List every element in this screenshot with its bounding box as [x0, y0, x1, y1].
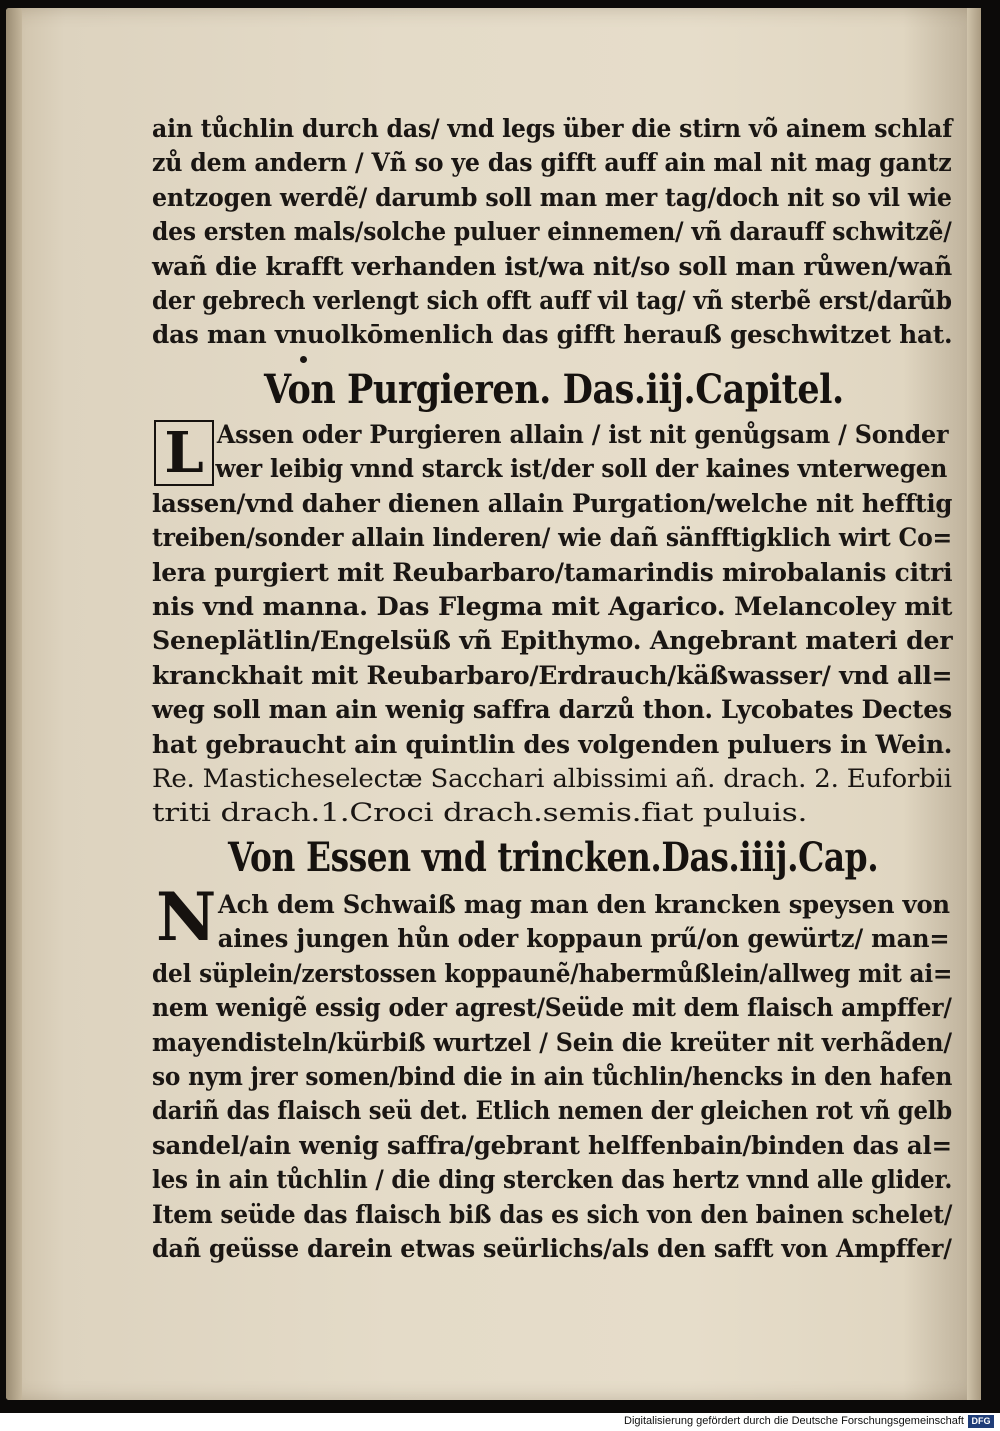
section-1-text — [152, 112, 952, 353]
text-line: entzogen werdẽ/ darumb soll man mer tag/doch nit so vil wie — [152, 182, 952, 212]
text-line: kranckhait mit Reubarbaro/Erdrauch/käßwasser/ vnd all= — [152, 660, 953, 690]
page-spine-shadow — [6, 8, 22, 1400]
text-line: zů dem andern / Vñ so ye das gifft auff ain mal nit mag gantz — [152, 148, 952, 178]
book-page — [6, 8, 981, 1400]
drop-cap-initial: N — [156, 878, 217, 956]
text-line: nis vnd manna. Das Flegma mit Agarico. Melancoley mit — [152, 592, 953, 622]
section-3-text — [152, 888, 952, 1266]
text-line: triti drach.1.Croci drach.semis.fiat puluis. — [152, 798, 808, 828]
text-line: treiben/sonder allain linderen/ wie dañ sänfftigklich wirt Co= — [152, 523, 953, 553]
text-line: lera purgiert mit Reubarbaro/tamarindis mirobalanis citri — [152, 557, 953, 587]
text-line: so nym jrer somen/bind die in ain tůchlin/hencks in den hafen — [152, 1062, 953, 1092]
text-line: sandel/ain wenig saffra/gebrant helffenbain/binden das al= — [152, 1130, 952, 1160]
section-2-text — [152, 418, 952, 831]
ink-dot — [300, 356, 307, 363]
text-line: wer leibig vnnd starck ist/der soll der kaines vnterwegen — [215, 454, 948, 484]
text-line: hat gebraucht ain quintlin des volgenden puluers in Wein. — [152, 729, 953, 759]
text-line: aines jungen hůn oder koppaun prű/on gewürtz/ man= — [217, 924, 950, 954]
dfg-logo[interactable]: DFG — [968, 1415, 994, 1428]
page-right-edge — [967, 8, 981, 1400]
text-line: del süplein/zerstossen koppaunẽ/habermůßlein/allweg mit ai= — [152, 958, 953, 988]
text-line: des ersten mals/solche puluer einnemen/ vñ darauff schwitzẽ/ — [152, 217, 952, 247]
text-line: Ach dem Schwaiß mag man den krancken speysen von — [218, 890, 950, 919]
footer-bar — [0, 1413, 1000, 1431]
text-line: dariñ das flaisch seü det. Etlich nemen der gleichen rot vñ gelb — [152, 1096, 952, 1126]
text-line: dañ geüsse darein etwas seürlichs/als den safft von Ampffer/ — [152, 1234, 952, 1264]
text-line: lassen/vnd daher dienen allain Purgation/welche nit hefftig — [152, 488, 953, 518]
funding-credit: Digitalisierung gefördert durch die Deutsche Forschungsgemeinschaft — [624, 1415, 964, 1427]
drop-cap-initial: L — [154, 420, 214, 486]
chapter-heading: Von Essen vnd trincken.Das.iiij.Cap. — [228, 834, 879, 881]
text-line: Assen oder Purgieren allain / ist nit genůgsam / Sonder — [216, 420, 949, 449]
text-line: das man vnuolkōmenlich das gifft herauß geschwitzet hat. — [152, 320, 953, 350]
text-line: les in ain tůchlin / die ding stercken das hertz vnnd alle glider. — [152, 1165, 953, 1195]
text-line: weg soll man ain wenig saffra darzů thon. Lycobates Dectes — [152, 695, 952, 725]
text-line: mayendisteln/kürbiß wurtzel / Sein die kreüter nit verhãden/ — [152, 1027, 952, 1057]
text-line: Item seüde das flaisch biß das es sich von den bainen schelet/ — [152, 1199, 953, 1229]
text-line: ain tůchlin durch das/ vnd legs über die stirn võ ainem schlaf — [152, 114, 953, 143]
chapter-heading: Von Purgieren. Das.iij.Capitel. — [264, 366, 844, 413]
text-line: der gebrech verlengt sich offt auff vil tag/ vñ sterbẽ erst/darũb — [152, 286, 952, 316]
text-line: Seneplätlin/Engelsüß vñ Epithymo. Angebrant materi der — [152, 626, 953, 656]
text-line: nem wenigẽ essig oder agrest/Seüde mit dem flaisch ampffer/ — [152, 993, 952, 1023]
text-line: wañ die krafft verhanden ist/wa nit/so soll man růwen/wañ — [152, 251, 953, 281]
text-line: Re. Masticheselectæ Sacchari albissimi añ. drach. 2. Euforbii — [152, 764, 952, 794]
